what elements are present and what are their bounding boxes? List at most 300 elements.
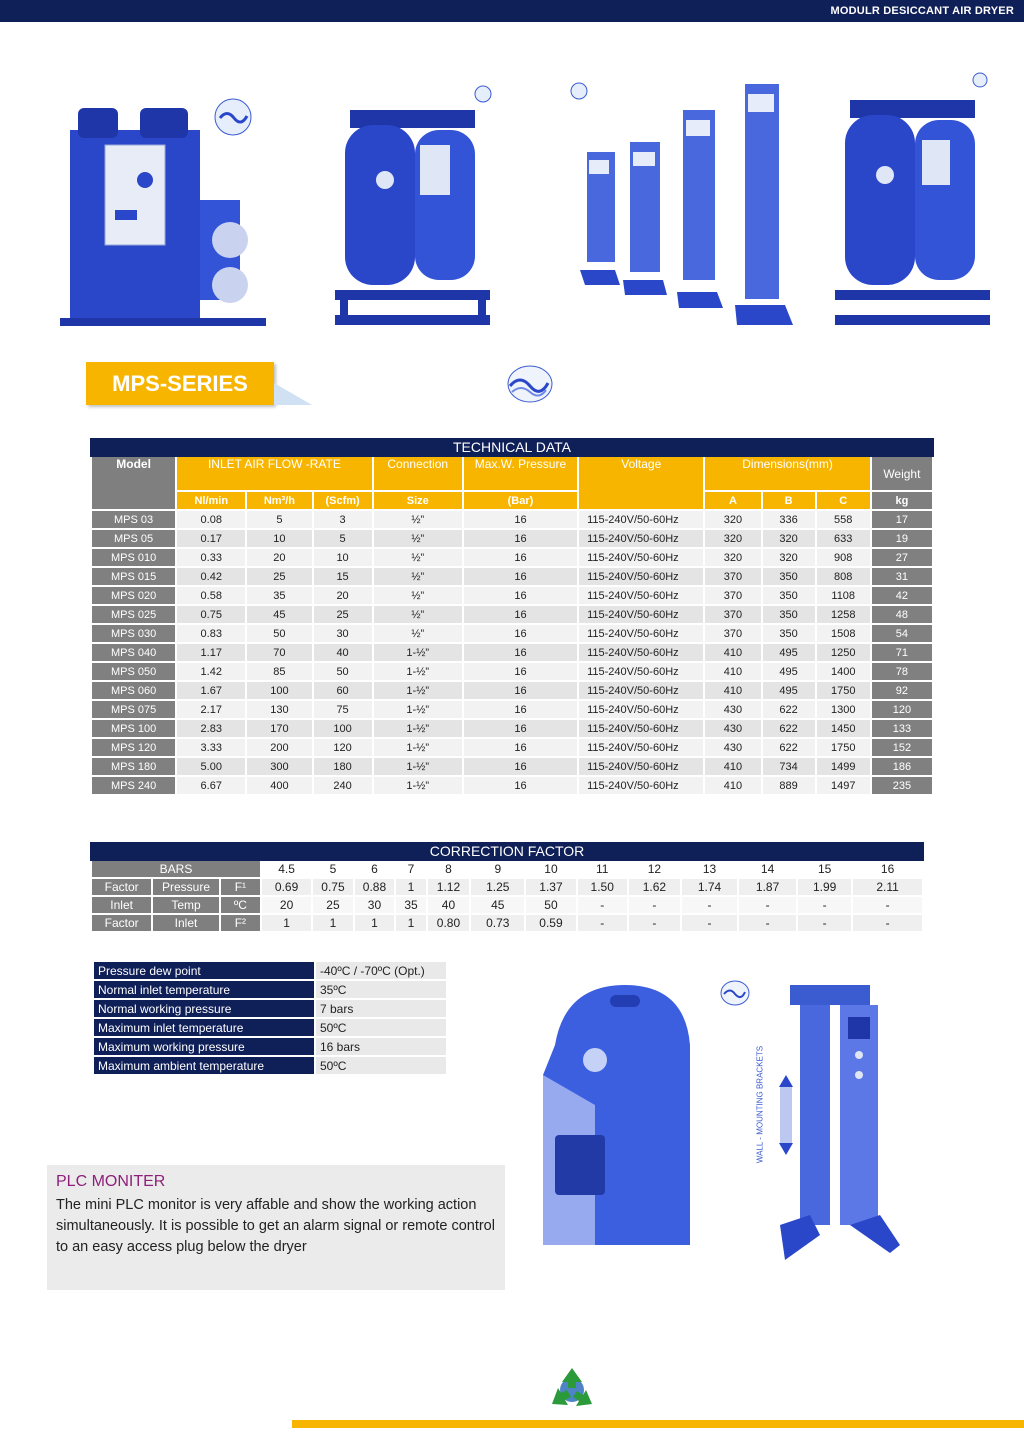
cell-volt: 115-240V/50-60Hz [579, 720, 703, 737]
cell-a: 430 [705, 739, 760, 756]
cell-a: 430 [705, 701, 760, 718]
table-row [92, 701, 932, 718]
cell-nm3: 5 [247, 511, 311, 528]
cell-kg: 152 [872, 739, 932, 756]
cell-nm3: 35 [247, 587, 311, 604]
cell-kg: 42 [872, 587, 932, 604]
factor-label-c3: ºC [221, 897, 260, 913]
cell-c: 1400 [817, 663, 870, 680]
cell-scfm: 25 [314, 606, 372, 623]
apps-air-logo-icon-small [718, 978, 752, 1008]
apps-air-logo-icon [212, 96, 254, 138]
cell-size: 1-½” [374, 682, 462, 699]
cell-kg: 19 [872, 530, 932, 547]
cell-bar: 16 [464, 682, 577, 699]
table-row [92, 682, 932, 699]
bar-value: 15 [798, 861, 851, 877]
cell-b: 734 [763, 758, 815, 775]
cell-volt: 115-240V/50-60Hz [579, 606, 703, 623]
bar-value: 16 [853, 861, 922, 877]
bar-value: 9 [471, 861, 524, 877]
cell-size: ½” [374, 530, 462, 547]
factor-value: - [578, 915, 627, 931]
product-photo-twin-tower-frame-2 [830, 80, 995, 330]
cell-volt: 115-240V/50-60Hz [579, 739, 703, 756]
cell-model: MPS 100 [92, 720, 175, 737]
apps-air-logo-icon [500, 360, 560, 412]
cell-model: MPS 010 [92, 549, 175, 566]
cell-model: MPS 050 [92, 663, 175, 680]
cell-model: MPS 03 [92, 511, 175, 528]
cell-size: ½” [374, 549, 462, 566]
cell-model: MPS 120 [92, 739, 175, 756]
correction-factor-section [90, 842, 924, 933]
plc-description: The mini PLC monitor is very affable and show the working action simultaneously. It is possible to get an alarm signal or remote control to an easy access plug below the dryer [56, 1197, 495, 1255]
series-label-arrow [274, 383, 312, 405]
cell-scfm: 60 [314, 682, 372, 699]
factor-value: 1 [262, 915, 311, 931]
cell-nl: 1.67 [177, 682, 245, 699]
cell-b: 350 [763, 568, 815, 585]
cell-bar: 16 [464, 511, 577, 528]
cell-scfm: 180 [314, 758, 372, 775]
factor-value: 0.59 [526, 915, 575, 931]
plc-title: PLC MONITER [56, 1173, 166, 1190]
cell-a: 430 [705, 720, 760, 737]
cell-size: 1-½” [374, 720, 462, 737]
cell-nl: 5.00 [177, 758, 245, 775]
cell-b: 350 [763, 606, 815, 623]
cell-volt: 115-240V/50-60Hz [579, 549, 703, 566]
cell-c: 1250 [817, 644, 870, 661]
cell-scfm: 30 [314, 625, 372, 642]
cell-kg: 235 [872, 777, 932, 794]
cell-nl: 2.83 [177, 720, 245, 737]
cell-volt: 115-240V/50-60Hz [579, 644, 703, 661]
cell-a: 410 [705, 758, 760, 775]
cell-scfm: 10 [314, 549, 372, 566]
cell-scfm: 75 [314, 701, 372, 718]
factor-row [92, 897, 922, 913]
factor-label-c1: Factor [92, 915, 151, 931]
subheader-b: B [763, 492, 815, 509]
technical-data-rows [92, 511, 932, 794]
cell-nm3: 300 [247, 758, 311, 775]
factor-value: 40 [428, 897, 469, 913]
table-row [92, 625, 932, 642]
cell-c: 558 [817, 511, 870, 528]
cell-kg: 133 [872, 720, 932, 737]
product-photo-plc-unit [535, 985, 695, 1255]
subheader-c: C [817, 492, 870, 509]
factor-value: - [853, 915, 922, 931]
cell-c: 1497 [817, 777, 870, 794]
cell-b: 495 [763, 644, 815, 661]
cell-a: 320 [705, 549, 760, 566]
bar-value: 10 [526, 861, 575, 877]
cell-kg: 78 [872, 663, 932, 680]
cell-model: MPS 240 [92, 777, 175, 794]
cell-nl: 0.33 [177, 549, 245, 566]
spec-value: 16 bars [316, 1038, 446, 1055]
table-row [92, 739, 932, 756]
factor-value: 0.73 [471, 915, 524, 931]
cell-bar: 16 [464, 644, 577, 661]
cell-c: 633 [817, 530, 870, 547]
spec-row [94, 1000, 446, 1017]
spec-value: 35ºC [316, 981, 446, 998]
factor-value: 1.50 [578, 879, 627, 895]
cell-a: 370 [705, 568, 760, 585]
apps-air-logo-icon-small [570, 80, 588, 102]
correction-factor-title: CORRECTION FACTOR [90, 842, 924, 861]
factor-value: 1.87 [739, 879, 796, 895]
cell-a: 320 [705, 511, 760, 528]
cell-kg: 54 [872, 625, 932, 642]
spec-label: Normal working pressure [94, 1000, 314, 1017]
plc-monitor-box [47, 1165, 505, 1290]
bar-value: 8 [428, 861, 469, 877]
factor-value: 2.11 [853, 879, 922, 895]
cell-size: ½” [374, 606, 462, 623]
spec-row [94, 981, 446, 998]
recycle-icon [546, 1364, 598, 1416]
cell-volt: 115-240V/50-60Hz [579, 587, 703, 604]
cell-nm3: 45 [247, 606, 311, 623]
factor-value: 35 [396, 897, 426, 913]
technical-data-table [90, 455, 934, 796]
cell-b: 622 [763, 701, 815, 718]
cell-c: 808 [817, 568, 870, 585]
cell-model: MPS 040 [92, 644, 175, 661]
cell-nm3: 200 [247, 739, 311, 756]
bars-row [92, 861, 922, 877]
cell-bar: 16 [464, 587, 577, 604]
cell-nl: 0.83 [177, 625, 245, 642]
cell-bar: 16 [464, 530, 577, 547]
cell-volt: 115-240V/50-60Hz [579, 758, 703, 775]
cell-bar: 16 [464, 739, 577, 756]
cell-kg: 31 [872, 568, 932, 585]
cell-model: MPS 075 [92, 701, 175, 718]
factor-value: - [629, 897, 680, 913]
cell-volt: 115-240V/50-60Hz [579, 663, 703, 680]
subheader-bar: (Bar) [464, 492, 577, 509]
factor-value: 1 [396, 915, 426, 931]
cell-size: 1-½” [374, 644, 462, 661]
cell-a: 370 [705, 606, 760, 623]
operating-specs-table [92, 960, 448, 1076]
cell-scfm: 20 [314, 587, 372, 604]
spec-value: -40ºC / -70ºC (Opt.) [316, 962, 446, 979]
factor-label-c2: Temp [153, 897, 218, 913]
wall-bracket-label: WALL - MOUNTING BRACKETS [755, 1045, 765, 1164]
factor-value: 1 [313, 915, 353, 931]
cell-kg: 27 [872, 549, 932, 566]
cell-c: 1258 [817, 606, 870, 623]
column-header-voltage: Voltage [579, 457, 703, 509]
technical-data-title: TECHNICAL DATA [90, 438, 934, 457]
spec-value: 50ºC [316, 1057, 446, 1074]
factor-label-c1: Factor [92, 879, 151, 895]
factor-value: 0.75 [313, 879, 353, 895]
cell-kg: 186 [872, 758, 932, 775]
table-row [92, 644, 932, 661]
cell-a: 410 [705, 644, 760, 661]
table-row [92, 777, 932, 794]
document-title: MODULR DESICCANT AIR DRYER [830, 5, 1014, 17]
cell-model: MPS 180 [92, 758, 175, 775]
correction-factor-table [90, 859, 924, 933]
spec-value: 50ºC [316, 1019, 446, 1036]
cell-b: 622 [763, 739, 815, 756]
cell-nm3: 130 [247, 701, 311, 718]
spec-row [94, 962, 446, 979]
cell-b: 350 [763, 625, 815, 642]
column-header-flow: INLET AIR FLOW -RATE [177, 457, 371, 490]
spec-label: Pressure dew point [94, 962, 314, 979]
table-row [92, 511, 932, 528]
cell-scfm: 50 [314, 663, 372, 680]
spec-row [94, 1019, 446, 1036]
factor-value: 25 [313, 897, 353, 913]
table-row [92, 549, 932, 566]
cell-size: 1-½” [374, 777, 462, 794]
subheader-nm3-h: Nm³/h [247, 492, 311, 509]
factor-value: 1.37 [526, 879, 575, 895]
cell-model: MPS 05 [92, 530, 175, 547]
cell-nl: 0.58 [177, 587, 245, 604]
column-header-pressure: Max.W. Pressure [464, 457, 577, 490]
cell-kg: 92 [872, 682, 932, 699]
cell-nm3: 70 [247, 644, 311, 661]
table-row [92, 568, 932, 585]
factor-value: 0.80 [428, 915, 469, 931]
cell-c: 908 [817, 549, 870, 566]
cell-model: MPS 020 [92, 587, 175, 604]
bar-value: 14 [739, 861, 796, 877]
cell-scfm: 120 [314, 739, 372, 756]
product-photo-wall-mounted-unit [740, 975, 910, 1275]
factor-value: 1.62 [629, 879, 680, 895]
cell-b: 495 [763, 663, 815, 680]
cell-model: MPS 025 [92, 606, 175, 623]
cell-bar: 16 [464, 549, 577, 566]
factor-value: 1.99 [798, 879, 851, 895]
cell-c: 1499 [817, 758, 870, 775]
factor-value: 0.69 [262, 879, 311, 895]
cell-nm3: 20 [247, 549, 311, 566]
bar-value: 5 [313, 861, 353, 877]
cell-c: 1108 [817, 587, 870, 604]
cell-nl: 0.17 [177, 530, 245, 547]
cell-volt: 115-240V/50-60Hz [579, 777, 703, 794]
cell-b: 336 [763, 511, 815, 528]
apps-air-logo-icon-small [474, 85, 492, 103]
cell-nl: 2.17 [177, 701, 245, 718]
cell-volt: 115-240V/50-60Hz [579, 530, 703, 547]
cell-nm3: 400 [247, 777, 311, 794]
factor-value: - [682, 915, 737, 931]
cell-model: MPS 015 [92, 568, 175, 585]
cell-bar: 16 [464, 625, 577, 642]
apps-air-logo-icon-small [972, 72, 988, 88]
cell-a: 370 [705, 587, 760, 604]
cell-nl: 0.08 [177, 511, 245, 528]
cell-c: 1750 [817, 682, 870, 699]
subheader-size: Size [374, 492, 462, 509]
spec-label: Maximum ambient temperature [94, 1057, 314, 1074]
cell-nm3: 25 [247, 568, 311, 585]
bars-label: BARS [92, 861, 260, 877]
subheader-kg: kg [872, 492, 932, 509]
cell-b: 320 [763, 549, 815, 566]
cell-nm3: 50 [247, 625, 311, 642]
cell-bar: 16 [464, 777, 577, 794]
cell-b: 495 [763, 682, 815, 699]
cell-nl: 1.42 [177, 663, 245, 680]
factor-value: - [798, 897, 851, 913]
factor-row [92, 915, 922, 931]
factor-label-c3: F¹ [221, 879, 260, 895]
spec-value: 7 bars [316, 1000, 446, 1017]
cell-b: 350 [763, 587, 815, 604]
cell-a: 410 [705, 777, 760, 794]
cell-b: 622 [763, 720, 815, 737]
cell-volt: 115-240V/50-60Hz [579, 511, 703, 528]
cell-nm3: 10 [247, 530, 311, 547]
factor-value: - [853, 897, 922, 913]
factor-value: 45 [471, 897, 524, 913]
cell-volt: 115-240V/50-60Hz [579, 625, 703, 642]
cell-scfm: 100 [314, 720, 372, 737]
column-header-connection: Connection [374, 457, 462, 490]
cell-kg: 48 [872, 606, 932, 623]
table-row [92, 663, 932, 680]
factor-label-c2: Pressure [153, 879, 218, 895]
cell-scfm: 240 [314, 777, 372, 794]
bottom-accent-bar [292, 1420, 1024, 1428]
factor-value: - [739, 915, 796, 931]
cell-volt: 115-240V/50-60Hz [579, 701, 703, 718]
factor-value: 1 [355, 915, 395, 931]
spec-label: Maximum inlet temperature [94, 1019, 314, 1036]
cell-nl: 6.67 [177, 777, 245, 794]
product-photo-twin-tower-frame [330, 90, 495, 330]
bar-value: 6 [355, 861, 395, 877]
factor-value: - [798, 915, 851, 931]
factor-value: 1.25 [471, 879, 524, 895]
bar-value: 7 [396, 861, 426, 877]
bar-value: 4.5 [262, 861, 311, 877]
cell-size: ½” [374, 625, 462, 642]
cell-nl: 3.33 [177, 739, 245, 756]
cell-size: 1-½” [374, 701, 462, 718]
factor-value: 30 [355, 897, 395, 913]
table-row [92, 606, 932, 623]
cell-size: 1-½” [374, 758, 462, 775]
factor-value: 0.88 [355, 879, 395, 895]
table-row [92, 758, 932, 775]
factor-value: - [629, 915, 680, 931]
cell-size: 1-½” [374, 739, 462, 756]
cell-kg: 17 [872, 511, 932, 528]
correction-factor-rows [92, 861, 922, 931]
factor-row [92, 879, 922, 895]
cell-a: 370 [705, 625, 760, 642]
cell-b: 889 [763, 777, 815, 794]
cell-a: 320 [705, 530, 760, 547]
subheader-scfm: (Scfm) [314, 492, 372, 509]
cell-bar: 16 [464, 568, 577, 585]
factor-value: - [739, 897, 796, 913]
factor-value: - [578, 897, 627, 913]
column-header-model: Model [92, 457, 175, 509]
cell-nm3: 100 [247, 682, 311, 699]
spec-label: Normal inlet temperature [94, 981, 314, 998]
cell-scfm: 40 [314, 644, 372, 661]
bar-value: 13 [682, 861, 737, 877]
cell-model: MPS 030 [92, 625, 175, 642]
cell-c: 1450 [817, 720, 870, 737]
technical-data-section [90, 438, 934, 796]
spec-label: Maximum working pressure [94, 1038, 314, 1055]
column-header-dimensions: Dimensions(mm) [705, 457, 869, 490]
subheader-nl-min: Nl/min [177, 492, 245, 509]
factor-label-c2: Inlet [153, 915, 218, 931]
cell-size: ½” [374, 568, 462, 585]
factor-label-c3: F² [221, 915, 260, 931]
cell-nl: 0.75 [177, 606, 245, 623]
series-label: MPS-SERIES [86, 362, 274, 405]
cell-model: MPS 060 [92, 682, 175, 699]
cell-c: 1300 [817, 701, 870, 718]
factor-value: 1.74 [682, 879, 737, 895]
cell-kg: 120 [872, 701, 932, 718]
cell-nm3: 85 [247, 663, 311, 680]
cell-a: 410 [705, 682, 760, 699]
factor-value: 1 [396, 879, 426, 895]
spec-row [94, 1038, 446, 1055]
bar-value: 11 [578, 861, 627, 877]
factor-label-c1: Inlet [92, 897, 151, 913]
product-photo-modular-columns [575, 80, 805, 330]
cell-bar: 16 [464, 720, 577, 737]
cell-scfm: 15 [314, 568, 372, 585]
cell-scfm: 5 [314, 530, 372, 547]
top-header-bar [0, 0, 1024, 22]
table-row [92, 587, 932, 604]
cell-size: ½” [374, 511, 462, 528]
spec-row [94, 1057, 446, 1074]
factor-value: 1.12 [428, 879, 469, 895]
factor-value: - [682, 897, 737, 913]
table-row [92, 530, 932, 547]
cell-c: 1750 [817, 739, 870, 756]
cell-nl: 1.17 [177, 644, 245, 661]
table-row [92, 720, 932, 737]
factor-value: 20 [262, 897, 311, 913]
cell-volt: 115-240V/50-60Hz [579, 682, 703, 699]
subheader-a: A [705, 492, 760, 509]
column-header-weight: Weight [872, 457, 932, 490]
cell-bar: 16 [464, 606, 577, 623]
cell-c: 1508 [817, 625, 870, 642]
cell-volt: 115-240V/50-60Hz [579, 568, 703, 585]
cell-scfm: 3 [314, 511, 372, 528]
cell-nm3: 170 [247, 720, 311, 737]
cell-bar: 16 [464, 663, 577, 680]
